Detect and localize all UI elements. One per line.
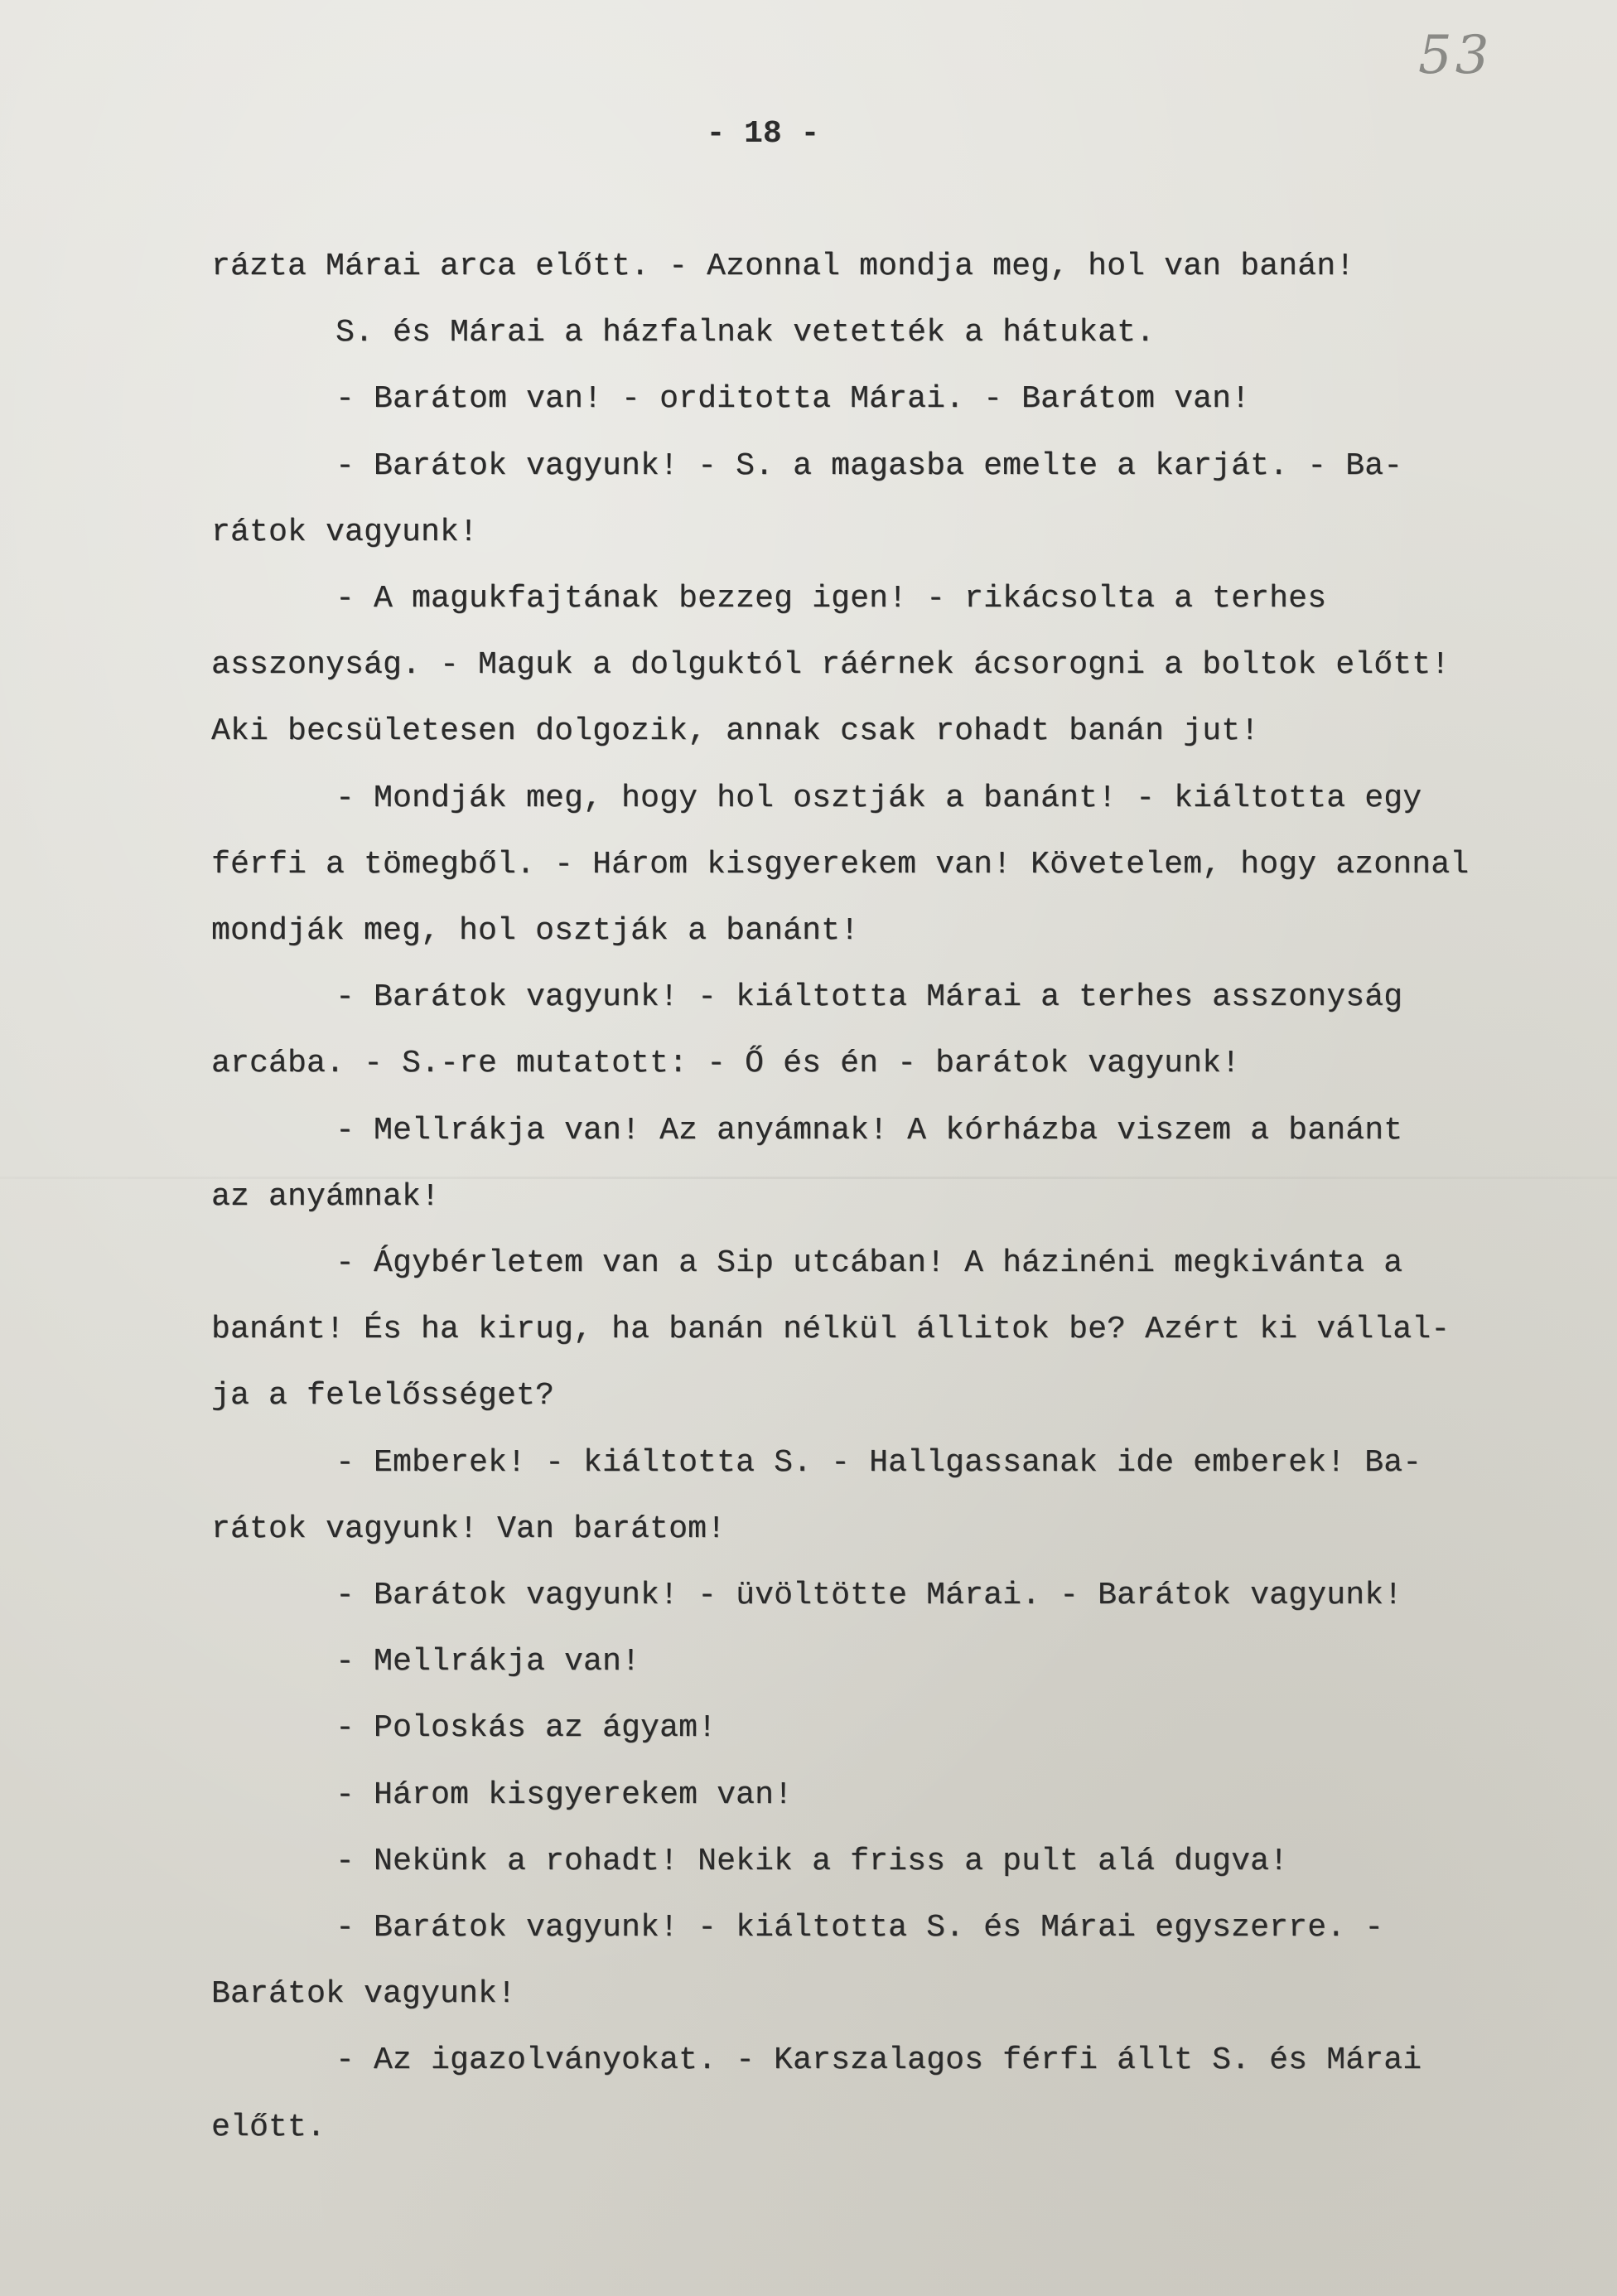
text-line: arcába. - S.-re mutatott: - Ő és én - barátok vagyunk!	[211, 1046, 1241, 1082]
text-line: - Barátok vagyunk! - S. a magasba emelte a karját. - Ba-	[335, 447, 1403, 484]
text-line: - Mellrákja van!	[335, 1644, 641, 1680]
text-line: - Három kisgyerekem van!	[335, 1776, 794, 1813]
text-line: rázta Márai arca előtt. - Azonnal mondja meg, hol van banán!	[211, 249, 1355, 284]
text-line: - Mellrákja van! Az anyámnak! A kórházba viszem a banánt	[335, 1112, 1403, 1148]
text-line: férfi a tömegből. - Három kisgyerekem van! Követelem, hogy azonnal	[211, 846, 1470, 882]
text-line: rátok vagyunk!	[211, 514, 479, 550]
text-line: - Nekünk a rohadt! Nekik a friss a pult alá dugva!	[335, 1843, 1289, 1879]
page-number: - 18 -	[706, 116, 820, 152]
text-line: - Az igazolványokat. - Karszalagos férfi állt S. és Márai	[335, 2042, 1422, 2079]
text-line: banánt! És ha kirug, ha banán nélkül állitok be? Azért ki vállal-	[211, 1312, 1450, 1348]
text-line: - Ágybérletem van a Sip utcában! A házinéni megkivánta a	[335, 1245, 1403, 1281]
text-line: - Mondják meg, hogy hol osztják a banánt! - kiáltotta egy	[335, 780, 1422, 816]
text-line: előtt.	[211, 2109, 326, 2145]
text-line: - Barátom van! - orditotta Márai. - Barátom van!	[335, 381, 1251, 418]
text-line: Barátok vagyunk!	[211, 1976, 517, 2013]
text-line: - Barátok vagyunk! - kiáltotta Márai a terhes asszonyság	[335, 979, 1403, 1016]
text-line: asszonyság. - Maguk a dolguktól ráérnek ácsorogni a boltok előtt!	[211, 647, 1450, 684]
text-line: - A magukfajtának bezzeg igen! - rikácsolta a terhes	[335, 581, 1327, 616]
text-line: S. és Márai a házfalnak vetették a hátukat.	[335, 315, 1156, 351]
text-line: Aki becsületesen dolgozik, annak csak rohadt banán jut!	[211, 713, 1260, 750]
archive-number: 53	[1418, 25, 1493, 86]
text-line: - Barátok vagyunk! - üvöltötte Márai. - Barátok vagyunk!	[335, 1578, 1403, 1613]
text-line: rátok vagyunk! Van barátom!	[211, 1511, 726, 1547]
text-line: az anyámnak!	[211, 1178, 441, 1215]
text-line: ja a felelősséget?	[211, 1378, 555, 1414]
text-line: - Emberek! - kiáltotta S. - Hallgassanak ide emberek! Ba-	[335, 1444, 1422, 1481]
text-line: mondják meg, hol osztják a banánt!	[211, 913, 860, 949]
text-line: - Poloskás az ágyam!	[335, 1710, 717, 1747]
text-line: - Barátok vagyunk! - kiáltotta S. és Márai egyszerre. -	[335, 1910, 1384, 1946]
